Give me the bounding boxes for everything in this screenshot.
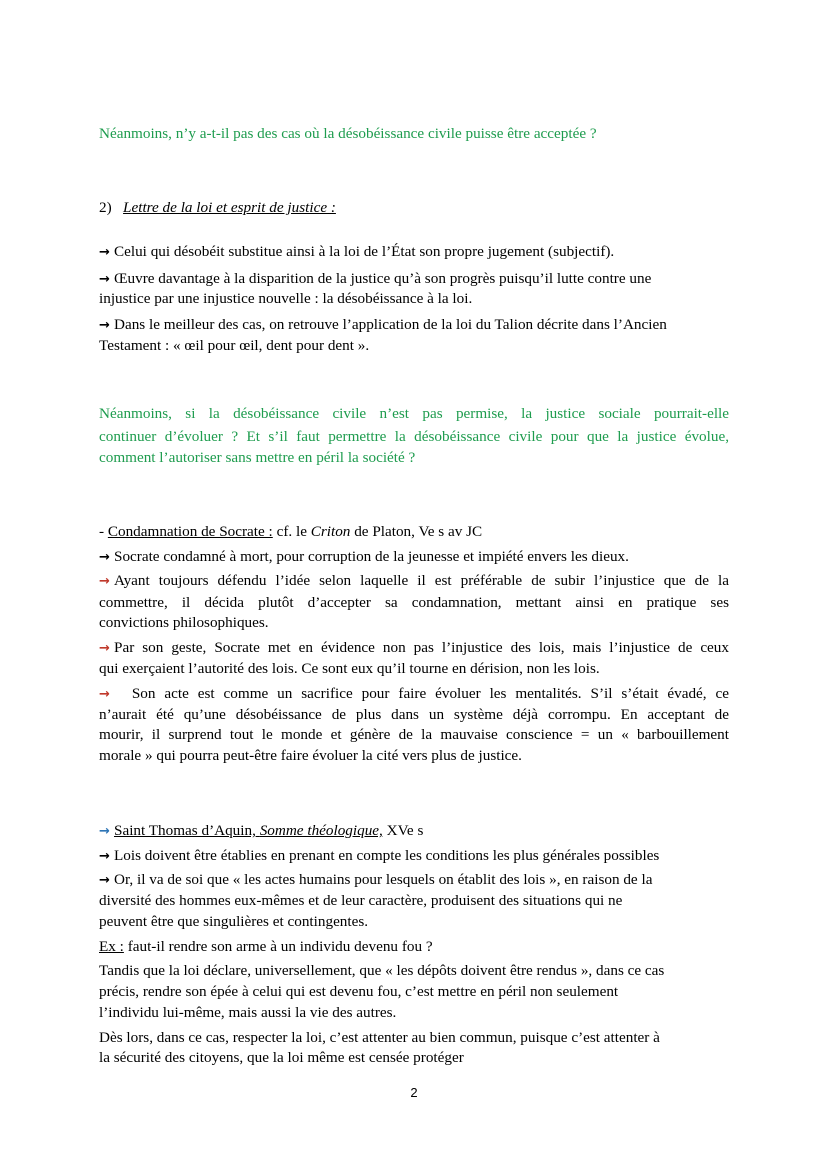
thomas-point-4-line-1: Dès lors, dans ce cas, respecter la loi, c’est attenter au bien commun, puisque c’est attenter à: [99, 1029, 660, 1046]
question-2-line-2: continuer d’évoluer ? Et s’il faut permettre la désobéissance civile pour que la justice évolue,: [99, 428, 729, 445]
work-title: Somme théologique,: [259, 822, 383, 839]
socrate-title: Condamnation de Socrate :: [107, 523, 273, 540]
question-2-line-1: Néanmoins, si la désobéissance civile n’est pas permise, la justice sociale pourrait-elle: [99, 405, 729, 422]
paragraph-2-line-1: [99, 269, 651, 290]
dash: -: [99, 523, 108, 540]
example-label: Ex :: [99, 938, 124, 955]
section-2-heading: [99, 198, 336, 218]
socrate-point-3-line-1: [99, 638, 729, 659]
thomas-point-2-text: Or, il va de soi que « les actes humains pour lesquels on établit des lois », en raison de la: [114, 871, 653, 888]
paragraph-1: [99, 242, 614, 263]
thomas-point-1-text: Lois doivent être établies en prenant en compte les conditions les plus générales possibles: [114, 847, 660, 864]
arrow-icon: →: [99, 245, 110, 260]
socrate-point-4-text: Son acte est comme un sacrifice pour faire évoluer les mentalités. S’il s’était évadé, ce: [131, 685, 729, 702]
thomas-point-4-line-2: la sécurité des citoyens, que la loi même est censée protéger: [99, 1049, 464, 1066]
socrate-point-1: [99, 547, 629, 568]
socrate-point-4-line-3: mourir, il surprend tout le monde et génère de la mauvaise conscience = un « barbouillement: [99, 726, 729, 743]
paragraph-2-line-2: injustice par une injustice nouvelle : la désobéissance à la loi.: [99, 290, 473, 307]
page-number: 2: [410, 1085, 418, 1100]
arrow-icon: →: [99, 873, 110, 888]
arrow-icon: →: [99, 550, 110, 565]
section-number: 2): [99, 199, 112, 216]
socrate-point-2-text: Ayant toujours défendu l’idée selon laquelle il est préférable de subir l’injustice que de la: [114, 572, 729, 589]
arrow-icon: →: [99, 687, 110, 702]
ref-prefix: cf. le: [272, 523, 311, 540]
thomas-point-3-line-1: Tandis que la loi déclare, universellement, que « les dépôts doivent être rendus », dans ce cas: [99, 962, 665, 979]
socrate-point-1-text: Socrate condamné à mort, pour corruption de la jeunesse et impiété envers les dieux.: [114, 548, 629, 565]
thomas-heading: [99, 821, 423, 842]
socrate-heading: [99, 522, 482, 542]
arrow-icon: →: [99, 574, 110, 589]
ref-suffix: de Platon, Ve s av JC: [350, 523, 483, 540]
arrow-icon: →: [99, 849, 110, 864]
socrate-point-4-line-1: [99, 684, 729, 705]
author-name: Saint Thomas d’Aquin,: [114, 822, 256, 839]
example-line: [99, 937, 433, 957]
arrow-icon: →: [99, 318, 110, 333]
thomas-point-3-line-2: précis, rendre son épée à celui qui est devenu fou, c’est mettre en péril non seulement: [99, 983, 619, 1000]
thomas-point-3-line-3: l’individu lui-même, mais aussi la vie des autres.: [99, 1004, 397, 1021]
socrate-point-3-text: Par son geste, Socrate met en évidence non pas l’injustice des lois, mais l’injustice de ceux: [114, 639, 729, 656]
thomas-author: [114, 822, 383, 839]
paragraph-3-text: Dans le meilleur des cas, on retrouve l’application de la loi du Talion décrite dans l’Ancien: [114, 316, 667, 333]
arrow-icon: →: [99, 641, 110, 656]
socrate-point-4-line-2: n’aurait été qu’une désobéissance de plus dans un système déjà corrompu. En acceptant de: [99, 706, 729, 723]
socrate-point-2-line-1: [99, 571, 729, 592]
question-1: Néanmoins, n’y a-t-il pas des cas où la désobéissance civile puisse être acceptée ?: [99, 125, 597, 142]
paragraph-1-text: Celui qui désobéit substitue ainsi à la loi de l’État son propre jugement (subjectif).: [114, 243, 615, 260]
thomas-point-2-line-3: peuvent être que singulières et contingentes.: [99, 913, 369, 930]
socrate-point-4-line-4: morale » qui pourra peut-être faire évoluer la cité vers plus de justice.: [99, 747, 522, 764]
socrate-point-2-line-2: commettre, il décida plutôt d’accepter sa condamnation, mettant ainsi en pratique ses: [99, 594, 729, 611]
socrate-point-2-line-3: convictions philosophiques.: [99, 614, 269, 631]
paragraph-2-text: Œuvre davantage à la disparition de la justice qu’à son progrès puisqu’il lutte contre une: [114, 270, 652, 287]
arrow-icon: →: [99, 272, 110, 287]
thomas-point-1: [99, 846, 659, 867]
paragraph-3-line-2: Testament : « œil pour œil, dent pour dent ».: [99, 337, 370, 354]
paragraph-3-line-1: [99, 315, 667, 336]
thomas-point-2-line-1: [99, 870, 652, 891]
century: XVe s: [382, 822, 424, 839]
arrow-icon: →: [99, 824, 110, 839]
thomas-point-2-line-2: diversité des hommes eux-mêmes et de leur caractère, produisent des situations qui ne: [99, 892, 623, 909]
example-text: faut-il rendre son arme à un individu devenu fou ?: [123, 938, 433, 955]
section-title: Lettre de la loi et esprit de justice :: [123, 199, 336, 216]
question-2-line-3: comment l’autoriser sans mettre en péril la société ?: [99, 449, 416, 466]
socrate-point-3-line-2: qui exerçaient l’autorité des lois. Ce sont eux qu’il tourne en dérision, non les lois.: [99, 660, 600, 677]
ref-work-title: Criton: [310, 523, 351, 540]
